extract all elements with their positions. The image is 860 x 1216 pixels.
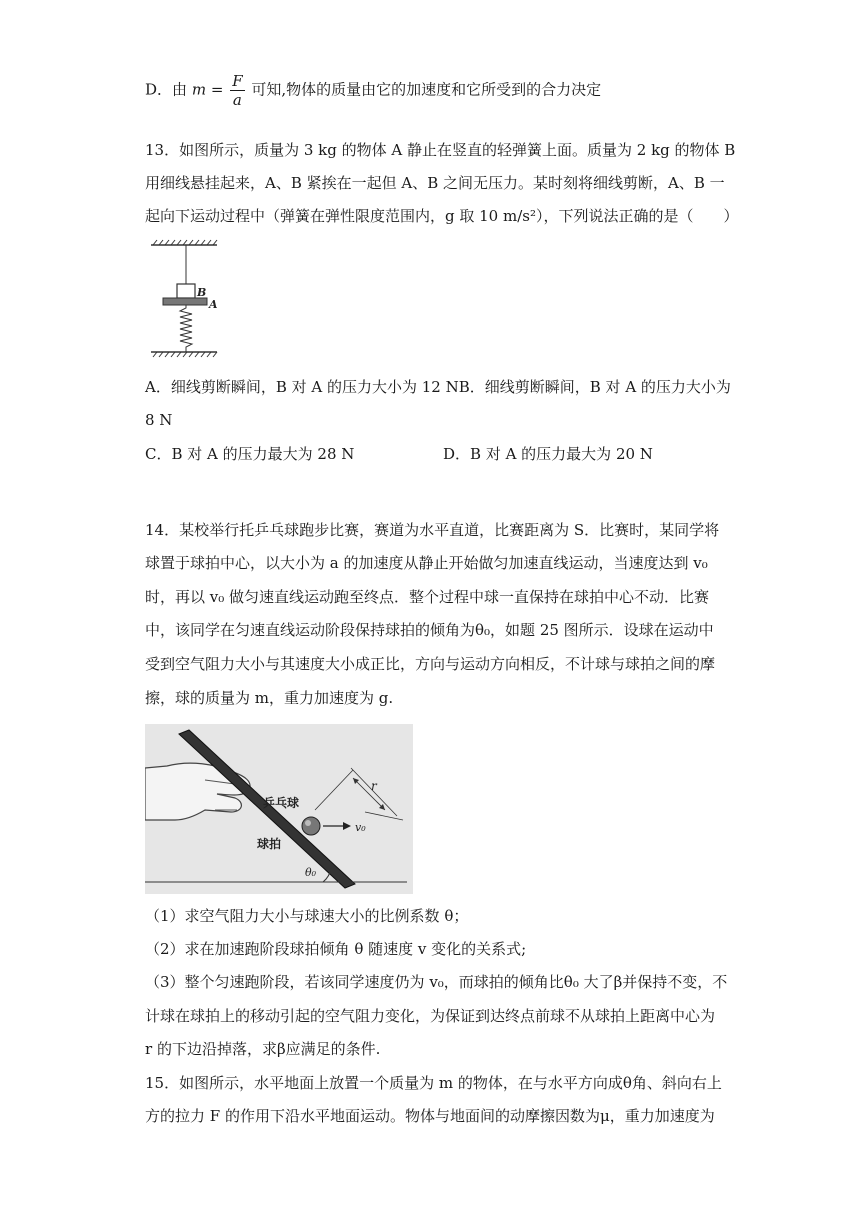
q14-photo-label-theta: θ₀ bbox=[305, 866, 317, 879]
q12-option-d bbox=[145, 72, 601, 109]
q12-formula-denominator: a bbox=[232, 91, 242, 109]
q13-option-c: C．B 对 A 的压力最大为 28 N bbox=[145, 445, 355, 463]
q13-option-ab-line-2: 8 N bbox=[145, 411, 173, 429]
q12-option-d-suffix: 可知,物体的质量由它的加速度和它所受到的合力决定 bbox=[251, 80, 602, 99]
q14-sub-3-line-2: 计球在球拍上的移动引起的空气阻力变化，为保证到达终点前球不从球拍上距离中心为 bbox=[145, 1007, 716, 1025]
q13-stem-line-3: 起向下运动过程中（弹簧在弹性限度范围内，g 取 10 m/s²），下列说法正确的是（ ） bbox=[145, 207, 739, 225]
q12-formula-eq: = bbox=[210, 80, 224, 99]
q14-stem-line-4: 中，该同学在匀速直线运动阶段保持球拍的倾角为θ₀，如题 25 图所示．设球在运动中 bbox=[145, 621, 714, 639]
q13-figure-label-b: B bbox=[197, 286, 207, 299]
q12-formula-m: m bbox=[191, 80, 207, 99]
q14-sub-3-line-3: r 的下边沿掉落，求β应满足的条件. bbox=[145, 1040, 381, 1058]
q14-photo-label-v0: v₀ bbox=[355, 821, 366, 834]
q13-stem-line-2: 用细线悬挂起来，A、B 紧挨在一起但 A、B 之间无压力。某时刻将细线剪断，A、B 一 bbox=[145, 174, 725, 192]
q14-sub-2: （2）求在加速跑阶段球拍倾角 θ 随速度 v 变化的关系式; bbox=[145, 940, 527, 958]
q13-figure-label-a: A bbox=[209, 298, 218, 311]
q14-sub-3-line-1: （3）整个匀速跑阶段，若该同学速度仍为 v₀，而球拍的倾角比θ₀ 大了β并保持不变，不 bbox=[145, 973, 728, 991]
q14-stem-line-3: 时，再以 v₀ 做匀速直线运动跑至终点．整个过程中球一直保持在球拍中心不动．比赛 bbox=[145, 588, 710, 606]
q14-stem-line-5: 受到空气阻力大小与其速度大小成正比，方向与运动方向相反，不计球与球拍之间的摩 bbox=[145, 655, 716, 673]
q15-stem-line-1: 15．如图所示，水平地面上放置一个质量为 m 的物体，在与水平方向成θ角、斜向右上 bbox=[145, 1074, 722, 1092]
q14-photo-label-paddle: 球拍 bbox=[257, 837, 282, 851]
q13-option-ab-line-1: A．细线剪断瞬间，B 对 A 的压力大小为 12 NB．细线剪断瞬间，B 对 A 的压力大小为 bbox=[145, 378, 731, 396]
q12-formula-numerator: F bbox=[232, 72, 243, 90]
q13-option-d: D．B 对 A 的压力最大为 20 N bbox=[443, 445, 653, 463]
q12-formula-fraction bbox=[230, 72, 244, 109]
q13-spring-figure bbox=[145, 238, 230, 362]
q14-paddle-photo bbox=[145, 724, 413, 894]
q14-stem-line-1: 14．某校举行托乒乓球跑步比赛，赛道为水平直道，比赛距离为 S．比赛时，某同学将 bbox=[145, 521, 720, 539]
q14-stem-line-2: 球置于球拍中心，以大小为 a 的加速度从静止开始做匀加速直线运动，当速度达到 v₀ bbox=[145, 554, 708, 572]
q14-sub-1: （1）求空气阻力大小与球速大小的比例系数 θ； bbox=[145, 907, 469, 925]
q14-photo-label-ball: 乒乓球 bbox=[263, 796, 300, 810]
q12-option-d-prefix: D．由 bbox=[145, 80, 188, 99]
q14-photo-label-r: r bbox=[371, 779, 377, 793]
q14-stem-line-6: 擦，球的质量为 m，重力加速度为 g. bbox=[145, 689, 394, 707]
q13-stem-line-1: 13．如图所示，质量为 3 kg 的物体 A 静止在竖直的轻弹簧上面。质量为 2 kg 的物体 B bbox=[145, 141, 736, 159]
q15-stem-line-2: 方的拉力 F 的作用下沿水平地面运动。物体与地面间的动摩擦因数为μ，重力加速度为 bbox=[145, 1107, 715, 1125]
